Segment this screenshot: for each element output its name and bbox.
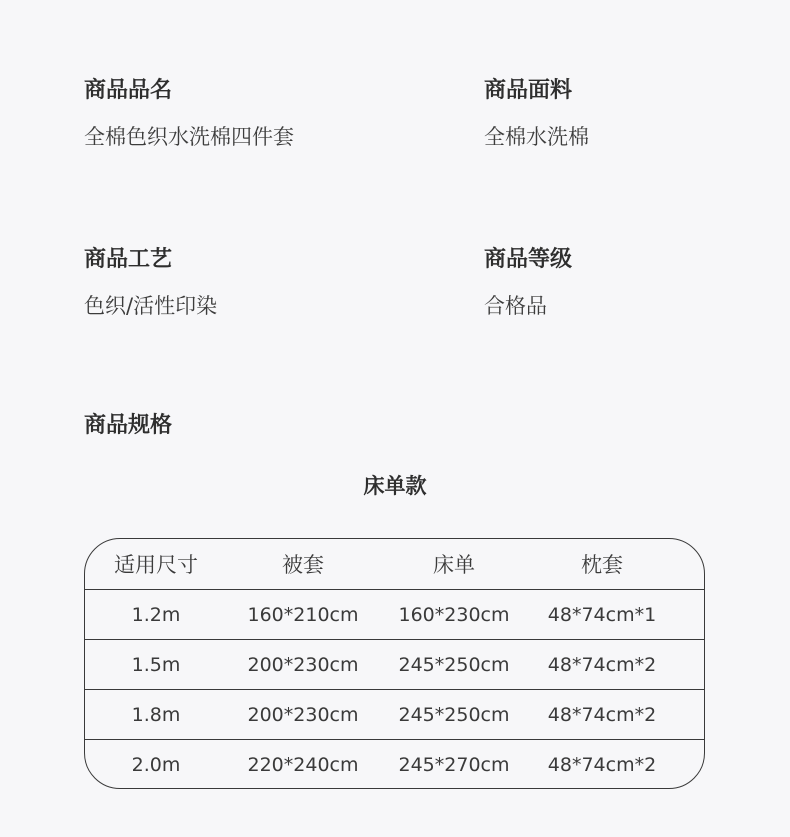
- grade-field: [484, 247, 572, 319]
- header-cell-pillowcase: 枕套: [581, 553, 623, 577]
- product-name-label: 商品品名: [84, 78, 173, 103]
- table-cell: 160*230cm: [398, 603, 510, 626]
- header-cell-size: 适用尺寸: [114, 553, 198, 577]
- spec-title: 商品规格: [84, 413, 173, 438]
- material-label: 商品面料: [484, 78, 573, 103]
- table-cell: 48*74cm*2: [547, 653, 657, 676]
- craft-value: 色织/活性印染: [84, 294, 218, 318]
- product-name-field: [84, 78, 294, 150]
- table-row: [85, 640, 704, 690]
- table-cell: 200*230cm: [247, 703, 359, 726]
- table-cell: 1.2m: [131, 603, 181, 626]
- table-cell: 245*250cm: [398, 653, 510, 676]
- table-cell: 245*270cm: [398, 753, 510, 776]
- material-field: [484, 78, 589, 150]
- header-cell-duvet-cover: 被套: [282, 553, 324, 577]
- header-cell-bed-sheet: 床单: [433, 553, 475, 577]
- table-cell: 48*74cm*2: [547, 753, 657, 776]
- table-header-row: [85, 539, 704, 590]
- table-row: [85, 690, 704, 740]
- grade-label: 商品等级: [484, 247, 573, 272]
- table-cell: 48*74cm*1: [547, 603, 657, 626]
- table-cell: 200*230cm: [247, 653, 359, 676]
- table-cell: 1.5m: [131, 653, 181, 676]
- table-cell: 48*74cm*2: [547, 703, 657, 726]
- material-value: 全棉水洗棉: [484, 125, 589, 149]
- craft-field: [84, 247, 217, 319]
- size-spec-table: [84, 538, 705, 789]
- table-cell: 2.0m: [131, 753, 181, 776]
- table-cell: 1.8m: [131, 703, 181, 726]
- product-name-value: 全棉色织水洗棉四件套: [84, 125, 294, 149]
- table-row: [85, 590, 704, 640]
- table-cell: 160*210cm: [247, 603, 359, 626]
- craft-label: 商品工艺: [84, 247, 173, 272]
- grade-value: 合格品: [484, 294, 547, 318]
- table-cell: 220*240cm: [247, 753, 359, 776]
- table-cell: 245*250cm: [398, 703, 510, 726]
- table-caption: 床单款: [363, 474, 427, 498]
- table-row: [85, 740, 704, 789]
